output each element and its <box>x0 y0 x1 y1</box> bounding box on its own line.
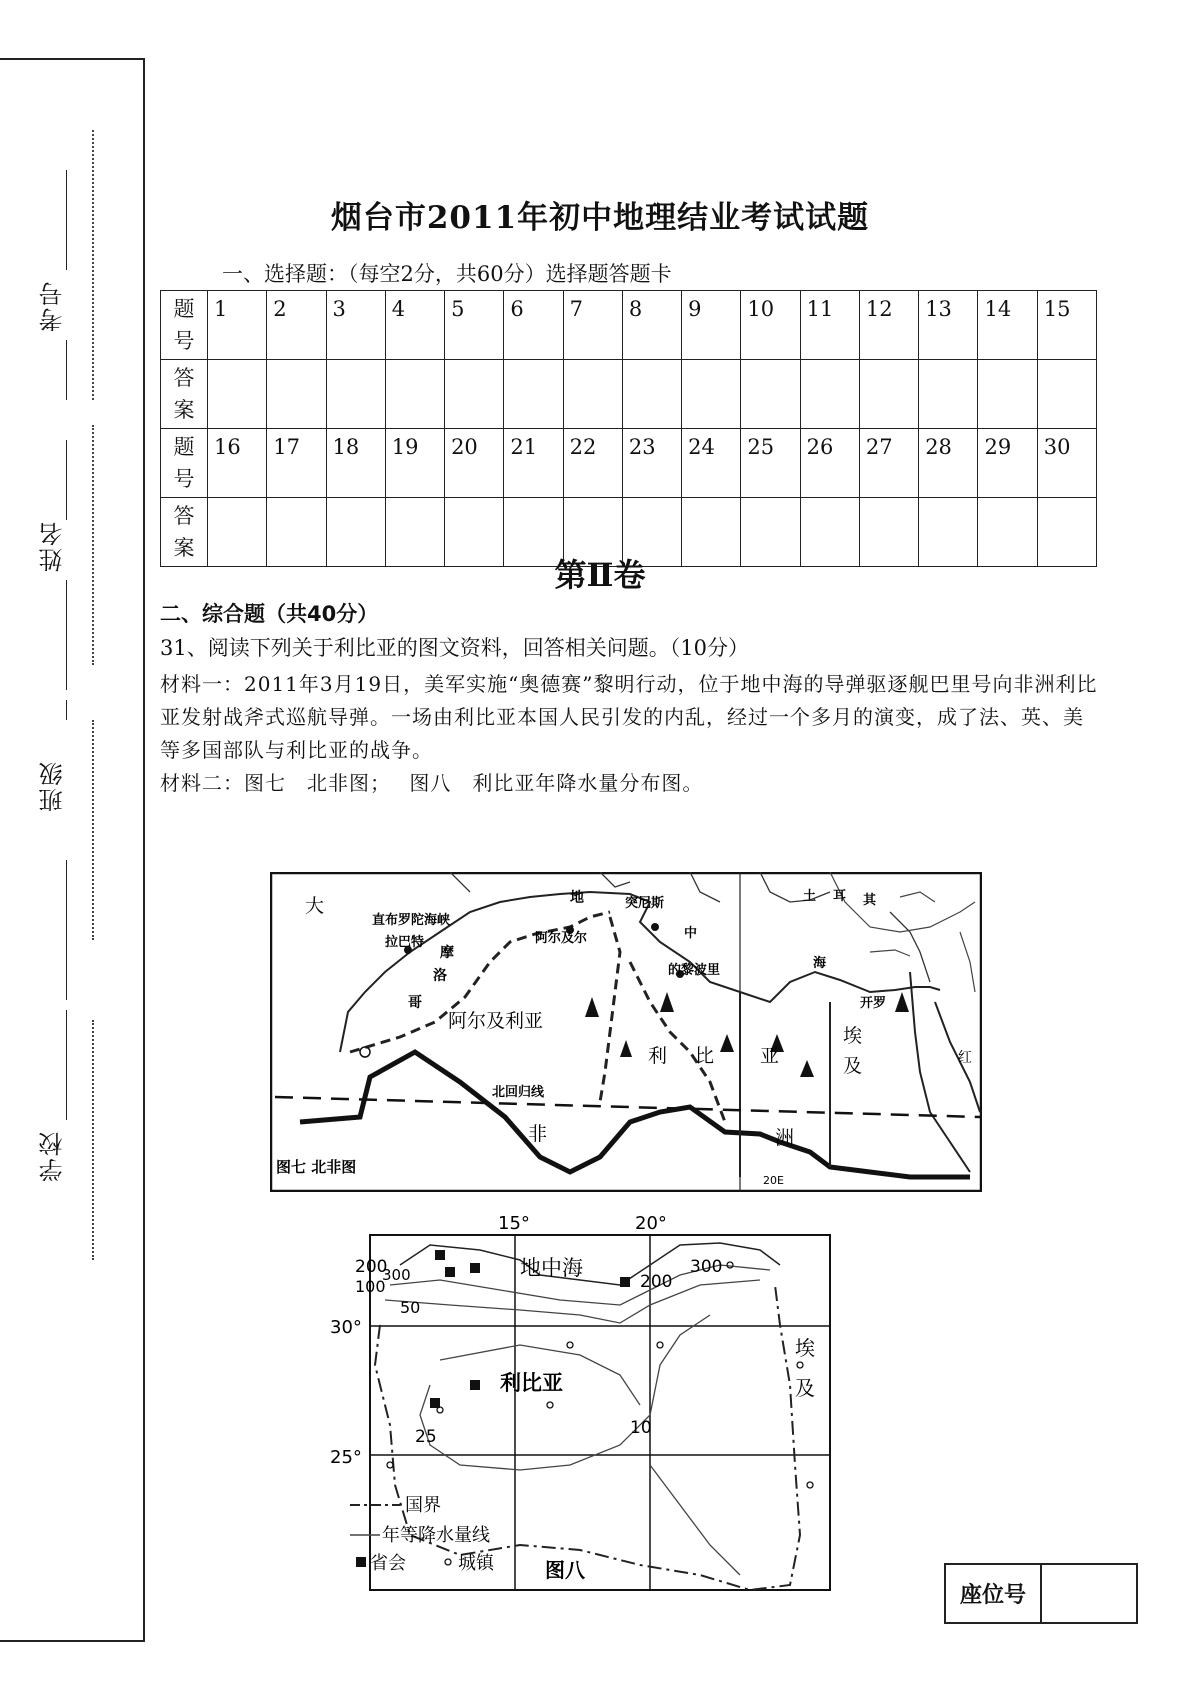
qnum: 2 <box>267 291 326 360</box>
header-ans: 答案 <box>161 498 208 567</box>
cut-line-2 <box>92 425 94 665</box>
label-sea: 地中海 <box>520 1256 583 1280</box>
label-ji: 及 <box>795 1376 815 1400</box>
legend-isohyet: 年等降水量线 <box>382 1525 490 1546</box>
answer-cell[interactable] <box>859 360 918 429</box>
name-label: 姓名 <box>39 520 67 572</box>
label-li: 利 <box>648 1045 668 1067</box>
label-hai: 海 <box>813 956 827 971</box>
header-num: 题号 <box>161 291 208 360</box>
answer-cell[interactable] <box>622 360 681 429</box>
qnum: 18 <box>326 429 385 498</box>
label-tropic: 北回归线 <box>492 1085 545 1100</box>
iso-200-b: 200 <box>640 1272 673 1292</box>
exam-number-line-2 <box>66 340 67 400</box>
qnum: 14 <box>978 291 1037 360</box>
qnum: 6 <box>504 291 563 360</box>
qnum: 16 <box>208 429 267 498</box>
qnum: 25 <box>741 429 800 498</box>
legend-town: 城镇 <box>458 1553 494 1574</box>
qnum: 12 <box>859 291 918 360</box>
label-ge: 哥 <box>408 995 422 1011</box>
answer-cell[interactable] <box>978 360 1037 429</box>
name-line <box>66 440 67 520</box>
answer-cell[interactable] <box>682 360 741 429</box>
qnum: 1 <box>208 291 267 360</box>
school-label: 学校 <box>39 1130 67 1182</box>
legend-border: 国界 <box>405 1495 441 1516</box>
class-line <box>66 700 67 720</box>
label-zhou: 洲 <box>775 1127 795 1149</box>
label-da: 大 <box>305 895 325 917</box>
qnum: 4 <box>385 291 444 360</box>
qnum: 20 <box>445 429 504 498</box>
answer-cell[interactable] <box>208 360 267 429</box>
lon-20: 20° <box>635 1213 667 1234</box>
question-number-row-1 <box>161 291 1097 360</box>
lon-15: 15° <box>498 1213 530 1234</box>
answer-cell[interactable] <box>1037 360 1096 429</box>
iso-200-a: 200 <box>355 1257 388 1277</box>
qnum: 29 <box>978 429 1037 498</box>
label-ai: 埃 <box>843 1025 863 1047</box>
label-rabat: 拉巴特 <box>385 935 425 950</box>
label-ji: 及 <box>843 1055 863 1077</box>
label-luo: 洛 <box>433 968 447 984</box>
answer-cell[interactable] <box>385 360 444 429</box>
section2-heading: 二、综合题（共40分） <box>160 602 379 626</box>
fig8-caption: 图八 <box>545 1558 585 1582</box>
label-ai: 埃 <box>795 1336 815 1360</box>
answer-cell[interactable] <box>919 360 978 429</box>
binding-strip <box>0 58 145 1642</box>
iso-300-a: 300 <box>382 1266 411 1284</box>
seat-number-input[interactable] <box>1042 1565 1136 1622</box>
school-field[interactable] <box>40 1010 80 1330</box>
answer-cell[interactable] <box>445 360 504 429</box>
qnum: 26 <box>800 429 859 498</box>
label-tu: 土 <box>803 889 817 904</box>
qnum: 3 <box>326 291 385 360</box>
iso-25: 25 <box>415 1427 437 1447</box>
iso-10: 10 <box>630 1418 652 1438</box>
question-number-row-2 <box>161 429 1097 498</box>
label-di: 地 <box>570 890 584 906</box>
legend-capital: 省会 <box>370 1553 406 1574</box>
exam-number-label: 考号 <box>39 280 67 332</box>
section1-heading: 一、选择题：（每空2分，共60分）选择题答题卡 <box>222 262 672 286</box>
question-31: 31、阅读下列关于利比亚的图文资料，回答相关问题。（10分） <box>160 636 749 660</box>
seat-number-box <box>944 1563 1138 1624</box>
label-qi: 其 <box>863 893 877 908</box>
qnum: 13 <box>919 291 978 360</box>
label-tunis: 突尼斯 <box>625 896 665 911</box>
lat-30: 30° <box>330 1317 362 1338</box>
north-africa-map <box>270 872 982 1192</box>
label-20e: 20E <box>763 1174 784 1187</box>
cut-line-4 <box>92 1020 94 1260</box>
exam-number-field[interactable] <box>40 120 80 380</box>
label-libya: 利比亚 <box>500 1371 563 1395</box>
iso-50: 50 <box>400 1298 421 1317</box>
cut-line-1 <box>92 130 94 400</box>
label-zhong: 中 <box>684 926 698 941</box>
label-algeria: 阿尔及利亚 <box>448 1010 544 1032</box>
label-ya: 亚 <box>760 1045 780 1067</box>
qnum: 19 <box>385 429 444 498</box>
iso-300-b: 300 <box>690 1257 723 1277</box>
answer-cell[interactable] <box>563 360 622 429</box>
qnum: 21 <box>504 429 563 498</box>
header-ans: 答案 <box>161 360 208 429</box>
label-fei: 非 <box>528 1123 548 1145</box>
qnum: 23 <box>622 429 681 498</box>
qnum: 28 <box>919 429 978 498</box>
label-hong: 红 <box>958 1050 972 1066</box>
qnum: 24 <box>682 429 741 498</box>
material-1: 材料一：2011年3月19日，美军实施“奥德赛”黎明行动，位于地中海的导弹驱逐舰巴里号向非洲利比亚发射战斧式巡航导弹。一场由利比亚本国人民引发的内乱，经过一个多月的演变，成了法、英、美等多国部队与利比亚的战争。 <box>160 672 1098 762</box>
header-num: 题号 <box>161 429 208 498</box>
qnum: 7 <box>563 291 622 360</box>
label-mo: 摩 <box>440 945 454 961</box>
materials <box>160 668 1100 800</box>
class-label: 班级 <box>39 760 67 812</box>
qnum: 22 <box>563 429 622 498</box>
answer-cell[interactable] <box>741 360 800 429</box>
qnum: 11 <box>800 291 859 360</box>
qnum: 30 <box>1037 429 1096 498</box>
cut-line-3 <box>92 720 94 940</box>
lat-25: 25° <box>330 1447 362 1468</box>
libya-precipitation-map <box>320 1205 840 1605</box>
label-tripoli: 的黎波里 <box>668 963 721 978</box>
answer-cell[interactable] <box>800 360 859 429</box>
volume-2-heading: 第Ⅱ卷 <box>554 556 646 594</box>
fig7-caption: 图七 北非图 <box>276 1158 357 1176</box>
answer-cell[interactable] <box>267 360 326 429</box>
answer-row-1 <box>161 360 1097 429</box>
class-line-2 <box>66 860 67 1000</box>
class-field[interactable] <box>40 700 80 1000</box>
label-er: 耳 <box>833 889 847 904</box>
label-cairo: 开罗 <box>860 996 887 1011</box>
answer-cell[interactable] <box>326 360 385 429</box>
qnum: 27 <box>859 429 918 498</box>
name-line-2 <box>66 580 67 690</box>
answer-card <box>160 290 1097 567</box>
exam-title: 烟台市2011年初中地理结业考试试题 <box>330 200 870 236</box>
label-bi: 比 <box>695 1045 715 1067</box>
qnum: 10 <box>741 291 800 360</box>
school-line <box>66 1010 67 1120</box>
label-gibraltar: 直布罗陀海峡 <box>372 913 451 928</box>
qnum: 9 <box>682 291 741 360</box>
material-2: 材料二：图七 北非图； 图八 利比亚年降水量分布图。 <box>160 771 704 795</box>
qnum: 5 <box>445 291 504 360</box>
label-algiers: 阿尔及尔 <box>535 931 588 946</box>
qnum: 17 <box>267 429 326 498</box>
seat-number-label: 座位号 <box>946 1565 1042 1622</box>
iso-100: 100 <box>355 1277 386 1296</box>
qnum: 8 <box>622 291 681 360</box>
answer-cell[interactable] <box>504 360 563 429</box>
qnum: 15 <box>1037 291 1096 360</box>
